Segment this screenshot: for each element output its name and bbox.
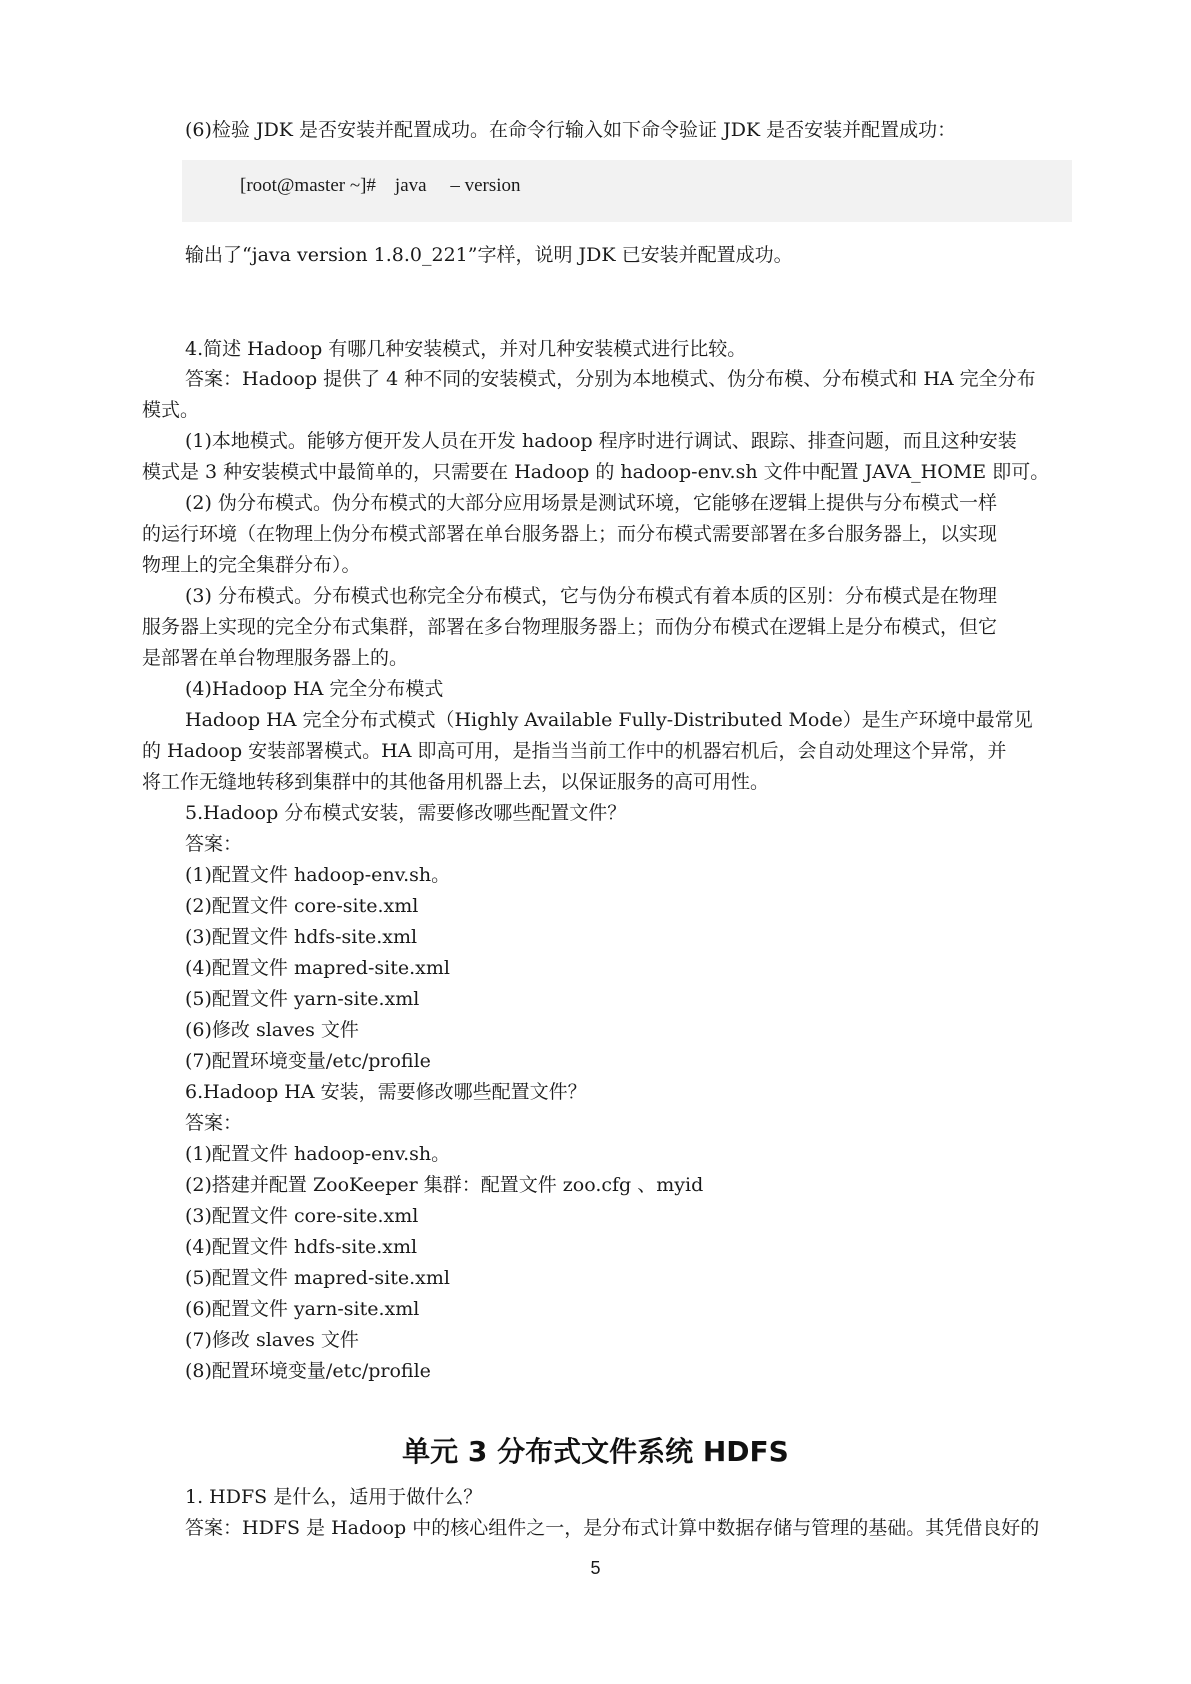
question-5: 5.Hadoop 分布模式安装，需要修改哪些配置文件？ bbox=[185, 802, 627, 824]
list-item: (5)配置文件 yarn-site.xml bbox=[185, 988, 420, 1010]
list-item: (4)配置文件 mapred-site.xml bbox=[185, 957, 450, 979]
paragraph-line: 是部署在单台物理服务器上的。 bbox=[142, 647, 409, 669]
unit3-question-1: 1. HDFS 是什么，适用于做什么？ bbox=[185, 1486, 483, 1508]
paragraph-line: 服务器上实现的完全分布式集群，部署在多台物理服务器上；而伪分布模式在逻辑上是分布模式，但它 bbox=[142, 616, 998, 638]
paragraph-line: 的运行环境（在物理上伪分布模式部署在单台服务器上；而分布模式需要部署在多台服务器上，以实现 bbox=[142, 523, 998, 545]
list-item: (3)配置文件 hdfs-site.xml bbox=[185, 926, 418, 948]
question-6: 6.Hadoop HA 安装，需要修改哪些配置文件？ bbox=[185, 1081, 587, 1103]
paragraph-line: (3) 分布模式。分布模式也称完全分布模式，它与伪分布模式有着本质的区别：分布模式是在物理 bbox=[185, 585, 997, 607]
list-item: (1)配置文件 hadoop-env.sh。 bbox=[185, 864, 451, 886]
paragraph-line: 答案：Hadoop 提供了 4 种不同的安装模式，分别为本地模式、伪分布模、分布模式和 HA 完全分布 bbox=[185, 368, 1036, 390]
paragraph-line: (4)Hadoop HA 完全分布模式 bbox=[185, 678, 444, 700]
paragraph-line: 模式。 bbox=[142, 399, 200, 421]
paragraph-line: 答案：HDFS 是 Hadoop 中的核心组件之一，是分布式计算中数据存储与管理的基础。其凭借良好的 bbox=[185, 1517, 1040, 1539]
page-number: 5 bbox=[590, 1558, 601, 1578]
list-item: (5)配置文件 mapred-site.xml bbox=[185, 1267, 450, 1289]
list-item: (6)配置文件 yarn-site.xml bbox=[185, 1298, 420, 1320]
list-item: (1)配置文件 hadoop-env.sh。 bbox=[185, 1143, 451, 1165]
paragraph-line: 模式是 3 种安装模式中最简单的，只需要在 Hadoop 的 hadoop-env.sh 文件中配置 JAVA_HOME 即可。 bbox=[142, 461, 1050, 483]
list-item: (7)配置环境变量/etc/profile bbox=[185, 1050, 431, 1072]
paragraph-line: 将工作无缝地转移到集群中的其他备用机器上去，以保证服务的高可用性。 bbox=[142, 771, 770, 793]
paragraph-line: 物理上的完全集群分布）。 bbox=[142, 554, 361, 576]
paragraph-line: (6)检验 JDK 是否安装并配置成功。在命令行输入如下命令验证 JDK 是否安装并配置成功： bbox=[185, 119, 957, 141]
list-item: (3)配置文件 core-site.xml bbox=[185, 1205, 419, 1227]
answer-label: 答案： bbox=[185, 1112, 243, 1134]
paragraph-line: 输出了“java version 1.8.0_221”字样，说明 JDK 已安装并配置成功。 bbox=[185, 244, 793, 266]
paragraph-line: Hadoop HA 完全分布式模式（Highly Available Fully-Distributed Mode）是生产环境中最常见 bbox=[185, 709, 1033, 731]
question-4: 4.简述 Hadoop 有哪几种安装模式，并对几种安装模式进行比较。 bbox=[185, 338, 747, 360]
answer-label: 答案： bbox=[185, 833, 243, 855]
list-item: (4)配置文件 hdfs-site.xml bbox=[185, 1236, 418, 1258]
list-item: (2)搭建并配置 ZooKeeper 集群：配置文件 zoo.cfg 、myid bbox=[185, 1174, 704, 1196]
list-item: (2)配置文件 core-site.xml bbox=[185, 895, 419, 917]
paragraph-line: (2) 伪分布模式。伪分布模式的大部分应用场景是测试环境，它能够在逻辑上提供与分布模式一样 bbox=[185, 492, 997, 514]
list-item: (8)配置环境变量/etc/profile bbox=[185, 1360, 431, 1382]
paragraph-line: 的 Hadoop 安装部署模式。HA 即高可用，是指当当前工作中的机器宕机后，会自动处理这个异常，并 bbox=[142, 740, 1007, 762]
command-text: [root@master ~]# java – version bbox=[240, 175, 521, 196]
paragraph-line: (1)本地模式。能够方便开发人员在开发 hadoop 程序时进行调试、跟踪、排查问题，而且这种安装 bbox=[185, 430, 1017, 452]
list-item: (6)修改 slaves 文件 bbox=[185, 1019, 359, 1041]
list-item: (7)修改 slaves 文件 bbox=[185, 1329, 359, 1351]
unit-heading: 单元 3 分布式文件系统 HDFS bbox=[402, 1435, 789, 1468]
